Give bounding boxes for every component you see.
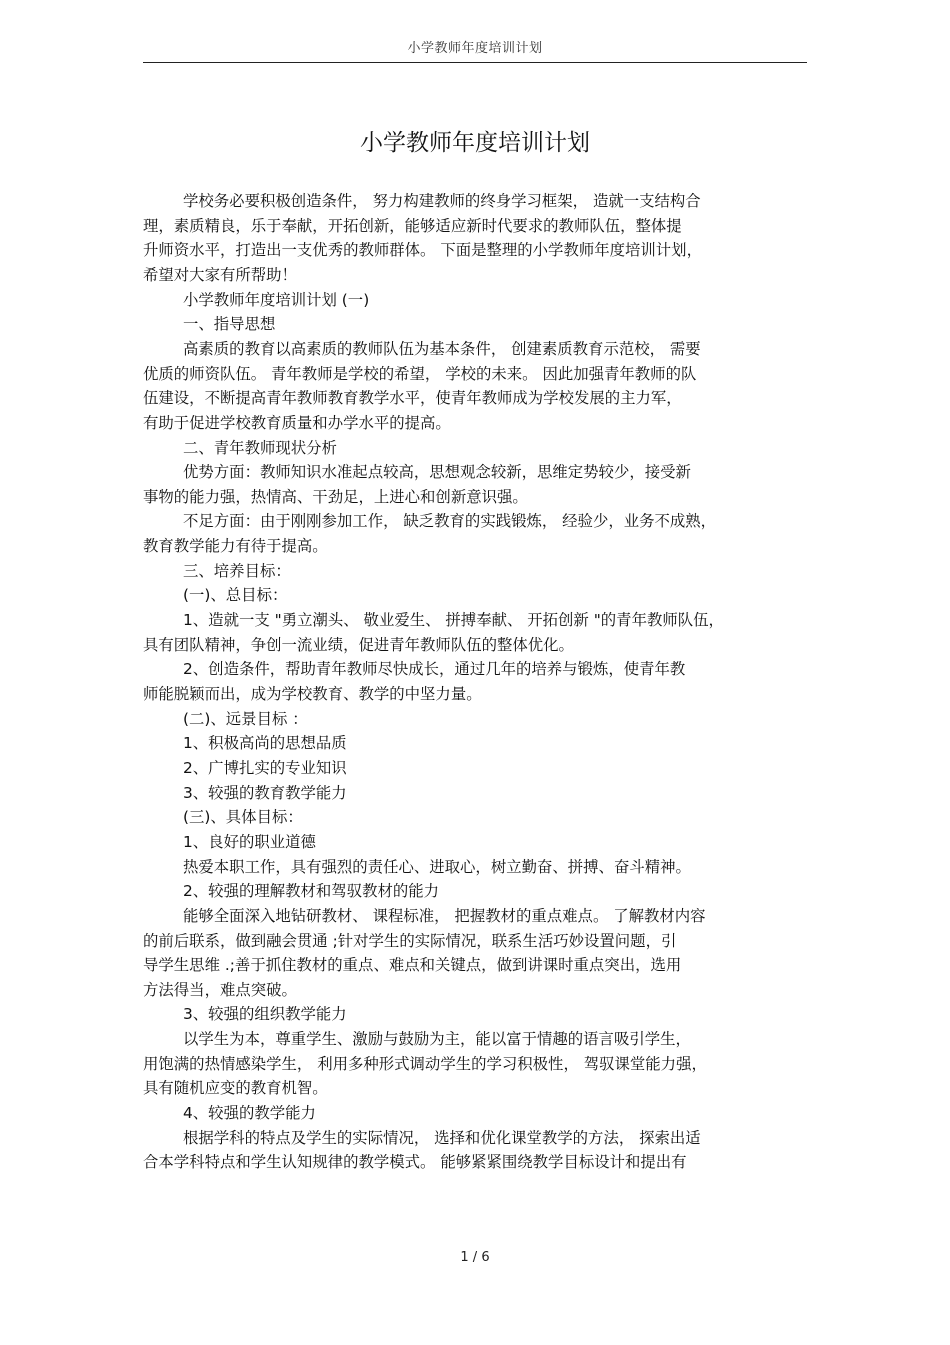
body-line: 理，素质精良，乐于奉献，开拓创新，能够适应新时代要求的教师队伍，整体提 xyxy=(143,216,682,235)
header-rule xyxy=(143,62,807,63)
body-line: 热爱本职工作，具有强烈的责任心、进取心，树立勤奋、拼搏、奋斗精神。 xyxy=(183,857,691,876)
body-line: 方法得当，难点突破。 xyxy=(143,980,297,999)
page-number: 1 / 6 xyxy=(460,1250,490,1265)
body-line: 优势方面：教师知识水准起点较高，思想观念较新，思维定势较少，接受新 xyxy=(183,463,691,482)
body-line: 导学生思维 .;善于抓住教材的重点、难点和关键点，做到讲课时重点突出，选用 xyxy=(143,956,682,975)
body-line: 二、青年教师现状分析 xyxy=(183,438,337,457)
body-line: 优质的师资队伍。 青年教师是学校的希望， 学校的未来。 因此加强青年教师的队 xyxy=(143,364,697,383)
document-title: 小学教师年度培训计划 xyxy=(360,130,590,156)
body-line: 具有随机应变的教育机智。 xyxy=(143,1079,328,1098)
body-line: 用饱满的热情感染学生， 利用多种形式调动学生的学习积极性， 驾驭课堂能力强， xyxy=(143,1054,707,1073)
body-line: 1、造就一支 "勇立潮头、 敬业爱生、 拼搏奉献、 开拓创新 "的青年教师队伍， xyxy=(183,611,724,630)
body-line: 根据学科的特点及学生的实际情况， 选择和优化课堂教学的方法， 探索出适 xyxy=(183,1128,701,1147)
body-line: 希望对大家有所帮助！ xyxy=(143,265,297,284)
body-line: (二)、远景目标 ： xyxy=(183,709,308,728)
body-line: (三)、具体目标： xyxy=(183,808,303,827)
body-line: 教育教学能力有待于提高。 xyxy=(143,537,328,556)
body-line: 小学教师年度培训计划 (一) xyxy=(183,290,370,309)
body-line: (一)、总目标： xyxy=(183,586,288,605)
running-header: 小学教师年度培训计划 xyxy=(407,41,543,56)
body-line: 一、指导思想 xyxy=(183,315,276,334)
body-line: 4、较强的教学能力 xyxy=(183,1104,316,1123)
body-line: 能够全面深入地钻研教材、 课程标准， 把握教材的重点难点。 了解教材内容 xyxy=(183,906,706,925)
body-line: 3、较强的组织教学能力 xyxy=(183,1005,347,1024)
body-line: 高素质的教育以高素质的教师队伍为基本条件， 创建素质教育示范校， 需要 xyxy=(183,339,701,358)
body-line: 2、较强的理解教材和驾驭教材的能力 xyxy=(183,882,440,901)
body-line: 学校务必要积极创造条件， 努力构建教师的终身学习框架， 造就一支结构合 xyxy=(183,192,701,210)
body-line: 具有团队精神，争创一流业绩，促进青年教师队伍的整体优化。 xyxy=(143,635,574,654)
body-line: 师能脱颖而出，成为学校教育、教学的中坚力量。 xyxy=(143,685,482,703)
body-line: 不足方面：由于刚刚参加工作， 缺乏教育的实践锻炼， 经验少，业务不成熟， xyxy=(183,512,717,531)
body-line: 3、较强的教育教学能力 xyxy=(183,783,347,802)
body-line: 三、培养目标： xyxy=(183,561,291,580)
body-line: 事物的能力强，热情高、干劲足，上进心和创新意识强。 xyxy=(143,487,528,506)
body-line: 1、良好的职业道德 xyxy=(183,832,316,851)
body-line: 升师资水平，打造出一支优秀的教师群体。 下面是整理的小学教师年度培训计划， xyxy=(143,241,702,260)
body-line: 1、积极高尚的思想品质 xyxy=(183,734,347,753)
body-line: 2、创造条件，帮助青年教师尽快成长，通过几年的培养与锻炼，使青年教 xyxy=(183,660,686,679)
body-line: 伍建设，不断提高青年教师教育教学水平，使青年教师成为学校发展的主力军， xyxy=(143,389,682,408)
body-line: 合本学科特点和学生认知规律的教学模式。 能够紧紧围绕教学目标设计和提出有 xyxy=(143,1153,687,1172)
body-line: 以学生为本，尊重学生、激励与鼓励为主，能以富于情趣的语言吸引学生， xyxy=(183,1030,691,1049)
body-line: 有助于促进学校教育质量和办学水平的提高。 xyxy=(143,413,451,432)
body-line: 2、广博扎实的专业知识 xyxy=(183,758,347,777)
body-line: 的前后联系，做到融会贯通 ;针对学生的实际情况，联系生活巧妙设置问题，引 xyxy=(143,931,677,950)
